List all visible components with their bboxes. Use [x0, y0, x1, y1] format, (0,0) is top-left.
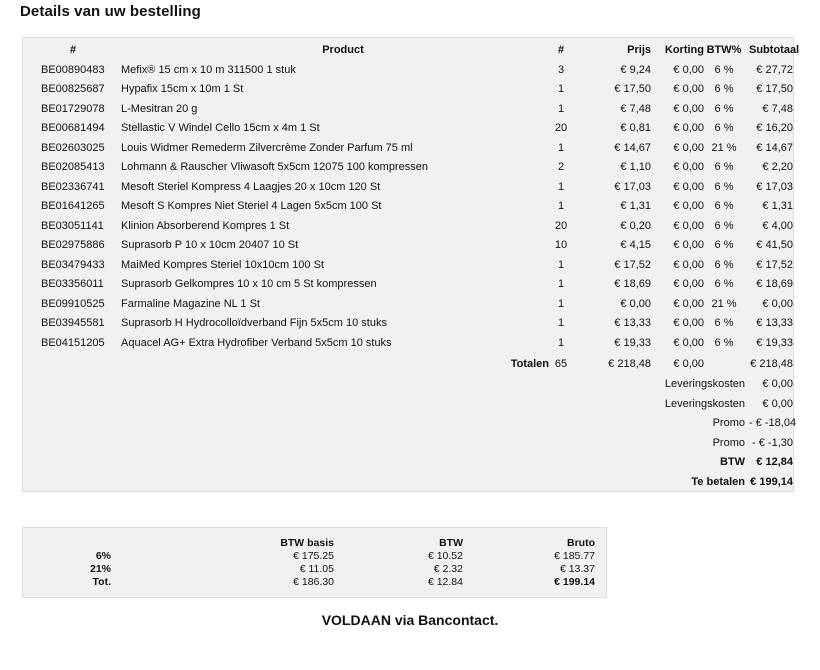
product-qty: 1 [557, 141, 565, 154]
product-price: € 0,81 [620, 122, 651, 134]
table-row [23, 178, 795, 198]
vat-basis: € 186.30 [293, 576, 334, 588]
summary-row [23, 395, 795, 415]
vat-row [23, 576, 608, 589]
product-discount: € 0,00 [673, 278, 704, 290]
product-discount: € 0,00 [673, 161, 704, 173]
table-row [23, 217, 795, 237]
product-code: BE03945581 [41, 317, 105, 329]
product-qty: 1 [557, 102, 565, 115]
vat-basis: € 175.25 [293, 550, 334, 562]
product-name: Mesoft S Kompres Niet Steriel 4 Lagen 5x5cm 100 St [121, 200, 382, 212]
product-code: BE02975886 [41, 239, 105, 251]
product-name: Klinion Absorberend Kompres 1 St [121, 219, 290, 232]
product-qty: 1 [557, 200, 565, 212]
totals-subtotal: € 218,48 [750, 358, 793, 370]
vat-rate-label: 6% [95, 550, 111, 562]
product-price: € 19,33 [614, 336, 651, 349]
product-discount: € 0,00 [673, 297, 704, 310]
product-discount: € 0,00 [673, 141, 704, 154]
summary-row [23, 453, 795, 473]
product-qty: 20 [554, 122, 568, 134]
product-price: € 1,31 [620, 200, 651, 212]
summary-row [23, 375, 795, 395]
table-row [23, 334, 795, 354]
header-code: # [69, 44, 77, 56]
product-name: Lohmann & Rauscher Vliwasoft 5x5cm 12075 100 kompressen [121, 161, 428, 173]
product-qty: 1 [557, 317, 565, 329]
product-code: BE02603025 [41, 141, 105, 154]
table-row [23, 80, 795, 100]
product-qty: 20 [554, 219, 568, 232]
product-code: BE03051141 [41, 219, 104, 232]
product-name: MaiMed Kompres Steriel 10x10cm 100 St [121, 258, 324, 271]
product-vat: 6 % [714, 219, 734, 232]
product-vat: 6 % [714, 258, 734, 271]
summary-value: - € -18,04 [749, 417, 797, 429]
product-name: Hypafix 15cm x 10m 1 St [121, 83, 244, 95]
vat-bruto: € 185.77 [554, 550, 595, 562]
product-name: Mefix® 15 cm x 10 m 311500 1 stuk [121, 63, 296, 76]
summary-label: Promo [712, 436, 745, 449]
product-discount: € 0,00 [673, 180, 704, 193]
product-qty: 2 [557, 161, 565, 173]
product-vat: 21 % [711, 141, 737, 154]
table-row [23, 119, 795, 139]
product-price: € 17,52 [614, 258, 651, 271]
summary-label: Te betalen [691, 475, 745, 488]
product-discount: € 0,00 [673, 317, 704, 329]
product-name: L-Mesitran 20 g [121, 102, 198, 115]
product-name: Suprasorb H Hydrocolloïdverband Fijn 5x5cm 10 stuks [121, 317, 387, 329]
product-code: BE02085413 [41, 161, 105, 173]
summary-label: Leveringskosten [664, 378, 745, 390]
table-row [23, 100, 795, 120]
product-name: Suprasorb P 10 x 10cm 20407 10 St [121, 239, 299, 251]
product-code: BE03356011 [41, 278, 104, 290]
table-row [23, 158, 795, 178]
table-row [23, 61, 795, 81]
product-code: BE03479433 [41, 258, 105, 271]
product-subtotal: € 14,67 [756, 141, 793, 154]
order-table-header [23, 41, 800, 61]
vat-row [23, 550, 608, 563]
vat-amount: € 2.32 [433, 563, 463, 575]
product-vat: 21 % [711, 297, 737, 310]
vat-rate-label: 21% [89, 563, 111, 575]
vat-bruto: € 199.14 [554, 576, 595, 588]
product-name: Farmaline Magazine NL 1 St [121, 297, 260, 310]
product-subtotal: € 7,48 [762, 102, 793, 115]
header-product: Product [322, 44, 364, 56]
vat-header-vat: BTW [439, 537, 463, 549]
product-subtotal: € 41,50 [756, 239, 793, 251]
product-price: € 13,33 [614, 317, 651, 329]
product-name: Stellastic V Windel Cello 15cm x 4m 1 St [121, 122, 320, 134]
product-price: € 18,69 [614, 278, 651, 290]
product-discount: € 0,00 [673, 239, 704, 251]
header-vat: BTW% [706, 44, 742, 56]
product-qty: 1 [557, 278, 565, 290]
vat-rate-label: Tot. [92, 576, 111, 588]
product-qty: 3 [557, 63, 565, 76]
product-vat: 6 % [714, 83, 734, 95]
header-subtotal: Subtotaal [749, 44, 800, 56]
product-discount: € 0,00 [673, 63, 704, 76]
product-vat: 6 % [714, 161, 734, 173]
product-price: € 0,20 [620, 219, 651, 232]
vat-amount: € 12.84 [427, 576, 463, 588]
product-subtotal: € 0,00 [762, 297, 793, 310]
totals-qty: 65 [554, 358, 568, 370]
totals-row [23, 355, 795, 375]
summary-value: € 12,84 [756, 456, 793, 468]
summary-value: € 199,14 [750, 475, 793, 488]
product-vat: 6 % [714, 278, 734, 290]
table-row [23, 197, 795, 217]
header-qty: # [557, 44, 565, 56]
product-vat: 6 % [714, 336, 734, 349]
product-name: Mesoft Steriel Kompress 4 Laagjes 20 x 10cm 120 St [121, 180, 381, 193]
product-discount: € 0,00 [673, 122, 704, 134]
vat-amount: € 10.52 [427, 550, 463, 562]
product-subtotal: € 19,33 [756, 336, 793, 349]
totals-label: Totalen [510, 358, 549, 370]
vat-basis: € 11.05 [299, 563, 334, 575]
vat-bruto: € 13.37 [559, 563, 595, 575]
vat-header-bruto: Bruto [567, 537, 595, 549]
product-subtotal: € 17,03 [756, 180, 793, 193]
product-discount: € 0,00 [673, 336, 704, 349]
product-subtotal: € 17,52 [756, 258, 793, 271]
product-subtotal: € 18,69 [756, 278, 793, 290]
summary-label: Promo [712, 417, 745, 429]
product-subtotal: € 1,31 [762, 200, 793, 212]
product-name: Suprasorb Gelkompres 10 x 10 cm 5 St kompressen [121, 278, 377, 290]
table-row [23, 236, 795, 256]
summary-row [23, 414, 795, 434]
totals-price: € 218,48 [608, 358, 651, 370]
header-discount: Korting [664, 44, 704, 56]
product-discount: € 0,00 [673, 219, 704, 232]
product-code: BE00825687 [41, 83, 105, 95]
table-row [23, 256, 795, 276]
product-discount: € 0,00 [673, 258, 704, 271]
vat-header-basis: BTW basis [280, 537, 334, 549]
summary-label: Leveringskosten [664, 397, 745, 410]
table-row [23, 139, 795, 159]
summary-row [23, 473, 795, 493]
product-vat: 6 % [714, 102, 734, 115]
product-discount: € 0,00 [673, 83, 704, 95]
product-qty: 1 [557, 83, 565, 95]
table-row [23, 275, 795, 295]
product-name: Aquacel AG+ Extra Hydrofiber Verband 5x5cm 10 stuks [121, 336, 392, 349]
vat-table [22, 527, 607, 598]
header-price: Prijs [627, 44, 651, 56]
product-subtotal: € 16,20 [756, 122, 793, 134]
product-price: € 17,50 [614, 83, 651, 95]
product-vat: 6 % [714, 63, 734, 76]
table-row [23, 314, 795, 334]
summary-value: € 0,00 [762, 378, 793, 390]
product-code: BE02336741 [41, 180, 105, 193]
product-qty: 1 [557, 297, 565, 310]
product-name: Louis Widmer Remederm Zilvercrème Zonder Parfum 75 ml [121, 141, 413, 154]
product-discount: € 0,00 [673, 200, 704, 212]
product-price: € 1,10 [620, 161, 651, 173]
product-code: BE04151205 [41, 336, 105, 349]
product-price: € 7,48 [620, 102, 651, 115]
order-table [22, 37, 800, 492]
product-price: € 4,15 [620, 239, 651, 251]
product-qty: 1 [557, 336, 565, 349]
product-subtotal: € 17,50 [756, 83, 793, 95]
totals-discount: € 0,00 [673, 358, 704, 370]
product-code: BE09910525 [41, 297, 105, 310]
product-price: € 9,24 [620, 63, 651, 76]
product-price: € 0,00 [620, 297, 651, 310]
product-price: € 14,67 [614, 141, 651, 154]
summary-row [23, 434, 795, 454]
summary-value: - € -1,30 [752, 436, 793, 449]
product-vat: 6 % [714, 317, 734, 329]
product-code: BE01729078 [41, 102, 105, 115]
summary-value: € 0,00 [762, 397, 793, 410]
product-code: BE00890483 [41, 63, 105, 76]
vat-table-header [23, 537, 608, 550]
payment-status: VOLDAAN via Bancontact. [321, 612, 499, 628]
product-discount: € 0,00 [673, 102, 704, 115]
product-price: € 17,03 [614, 180, 651, 193]
product-subtotal: € 13,33 [756, 317, 793, 329]
product-vat: 6 % [714, 200, 734, 212]
product-subtotal: € 2,20 [762, 161, 793, 173]
summary-label: BTW [719, 456, 745, 468]
product-subtotal: € 4,00 [762, 219, 793, 232]
product-vat: 6 % [714, 180, 734, 193]
product-vat: 6 % [714, 122, 734, 134]
vat-row [23, 563, 608, 576]
product-vat: 6 % [714, 239, 734, 251]
product-subtotal: € 27,72 [756, 63, 793, 76]
product-qty: 10 [554, 239, 568, 251]
product-qty: 1 [557, 180, 565, 193]
product-qty: 1 [557, 258, 565, 271]
table-row [23, 295, 795, 315]
product-code: BE01641265 [41, 200, 105, 212]
page-title: Details van uw bestelling [20, 3, 201, 20]
product-code: BE00681494 [41, 122, 105, 134]
